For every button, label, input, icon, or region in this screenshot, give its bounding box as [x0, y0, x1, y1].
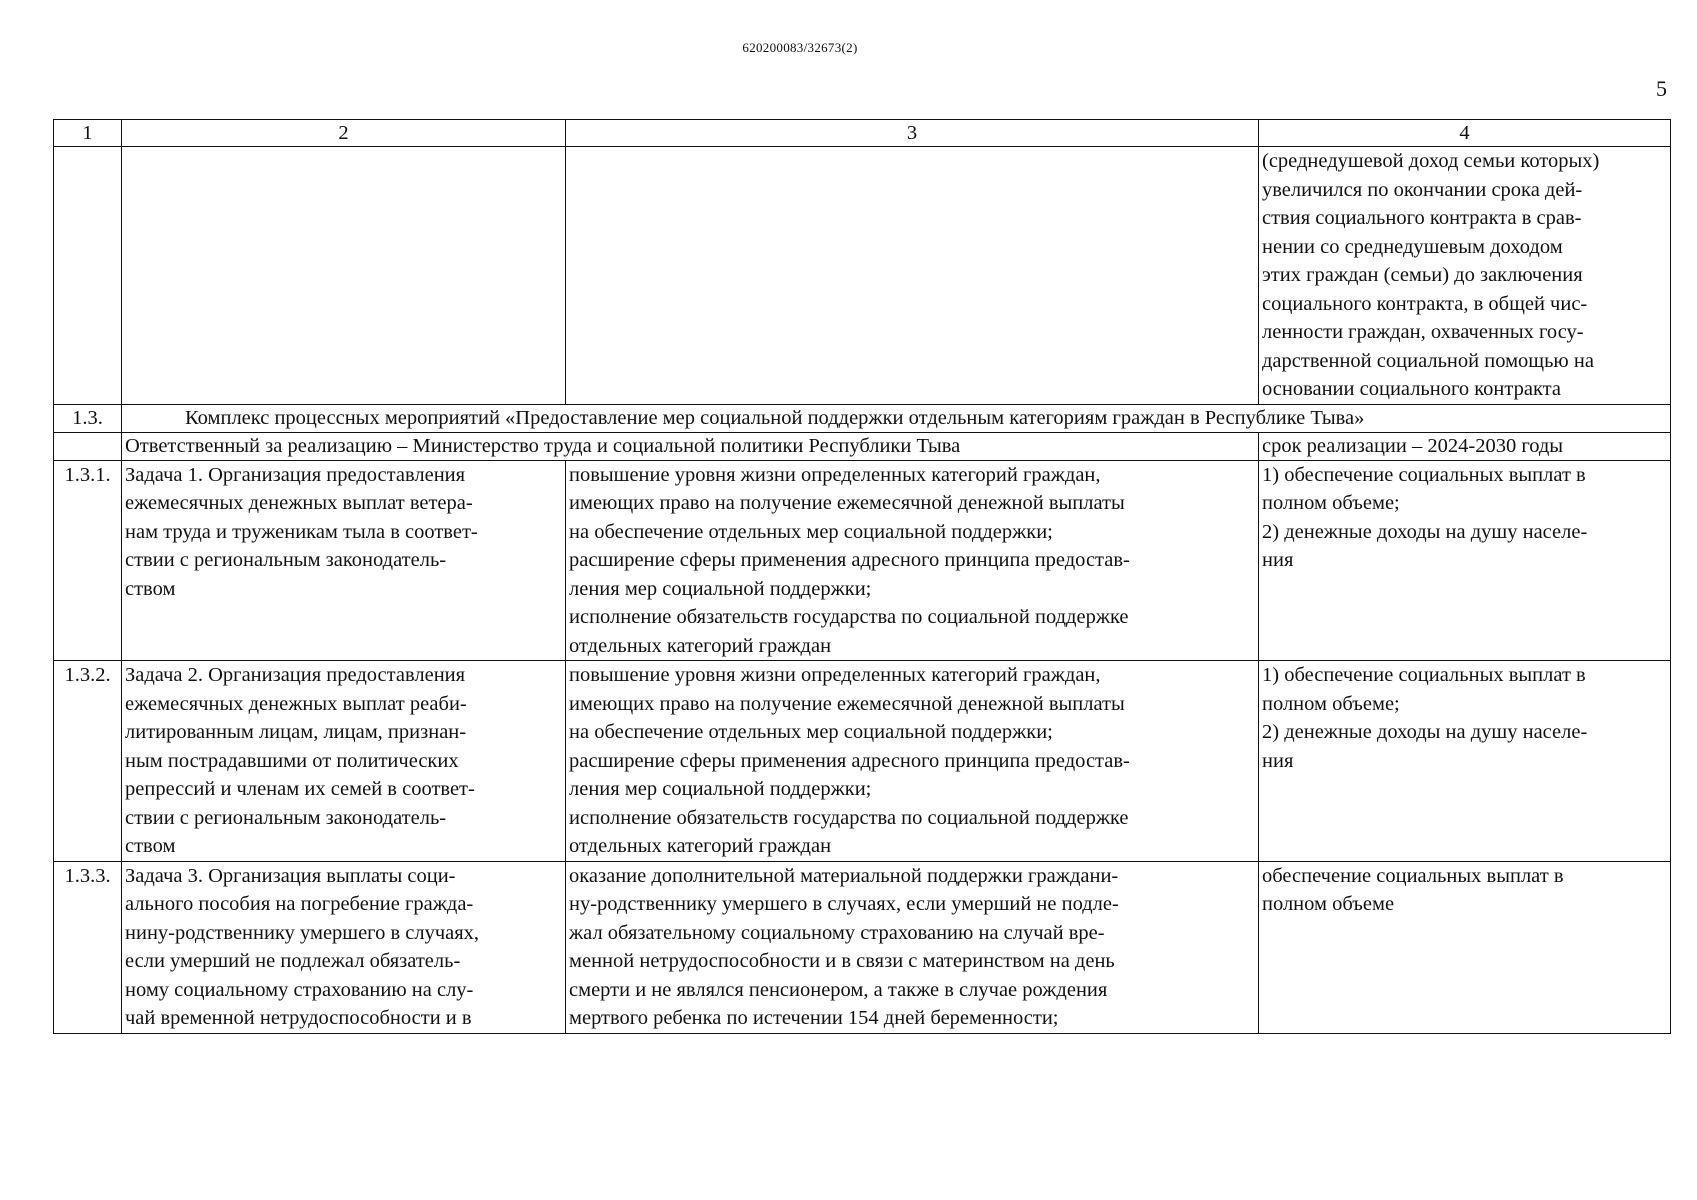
effects-cell	[566, 460, 1259, 661]
document-registration-number: 620200083/32673(2)	[742, 40, 858, 55]
text-line: ленности граждан, охваченных госу-	[1262, 321, 1584, 343]
text-line: нам труда и труженикам тыла в соответ-	[125, 520, 478, 543]
text-line: оказание дополнительной материальной поддержки граждани-	[569, 864, 1119, 887]
text-line: 2) денежные доходы на душу населе-	[1262, 721, 1588, 743]
section-number: 1.3.	[54, 404, 122, 432]
text-line: мертвого ребенка по истечении 154 дней беременности;	[569, 1007, 1059, 1029]
text-line: исполнение обязательств государства по социальной поддержке	[569, 606, 1129, 628]
responsible-row	[54, 432, 1671, 460]
continuation-number-cell	[54, 147, 122, 405]
text-line: увеличился по окончании срока дей-	[1262, 178, 1583, 201]
text-line: чай временной нетрудоспособности и в	[125, 1007, 472, 1029]
table-row	[54, 460, 1671, 661]
text-line: жал обязательному социальному страхованию на случай вре-	[569, 921, 1105, 944]
text-line: на обеспечение отдельных мер социальной поддержки;	[569, 721, 1053, 743]
text-line: ствия социального контракта в срав-	[1262, 207, 1582, 229]
text-line: (среднедушевой доход семьи которых)	[1262, 150, 1600, 172]
table-row	[54, 661, 1671, 862]
text-line: ным пострадавшими от политических	[125, 749, 459, 772]
text-line: ствии с региональным законодатель-	[125, 549, 447, 571]
text-line: ления мер социальной поддержки;	[569, 577, 872, 600]
indicators-cell	[1259, 661, 1671, 862]
page-number: 5	[1656, 76, 1667, 101]
text-line: 2) денежные доходы на душу населе-	[1262, 520, 1588, 543]
text-line: ления мер социальной поддержки;	[569, 778, 872, 800]
column-header-3: 3	[566, 120, 1259, 147]
text-line: 1) обеспечение социальных выплат в	[1262, 463, 1586, 486]
text-line: имеющих право на получение ежемесячной денежной выплаты	[569, 692, 1125, 715]
text-line: полном объеме	[1262, 893, 1395, 915]
text-line: этих граждан (семьи) до заключения	[1262, 264, 1583, 286]
text-line: имеющих право на получение ежемесячной денежной выплаты	[569, 492, 1125, 514]
text-line: литированным лицам, лицам, признан-	[125, 721, 467, 743]
effects-cell	[566, 861, 1259, 1033]
section-row	[54, 404, 1671, 432]
task-cell	[122, 661, 566, 862]
text-line: ному социальному страхованию на слу-	[125, 978, 474, 1001]
text-line: основании социального контракта	[1262, 378, 1561, 400]
column-header-4: 4	[1259, 120, 1671, 147]
text-line: на обеспечение отдельных мер социальной поддержки;	[569, 520, 1053, 543]
text-line: ежемесячных денежных выплат ветера-	[125, 492, 473, 514]
text-line: менной нетрудоспособности и в связи с материнством на день	[569, 950, 1115, 972]
task-cell	[122, 460, 566, 661]
text-line: полном объеме;	[1262, 492, 1400, 514]
text-line: расширение сферы применения адресного принципа предостав-	[569, 749, 1130, 772]
row-number: 1.3.3.	[54, 861, 122, 1033]
task-cell	[122, 861, 566, 1033]
text-line: ствии с региональным законодатель-	[125, 806, 447, 829]
text-line: дарственной социальной помощью на	[1262, 349, 1594, 372]
text-line: исполнение обязательств государства по социальной поддержке	[569, 806, 1129, 829]
text-line: повышение уровня жизни определенных категорий граждан,	[569, 664, 1101, 686]
text-line: нении со среднедушевым доходом	[1262, 235, 1563, 258]
text-line: ством	[125, 577, 176, 600]
text-line: нину-родственнику умершего в случаях,	[125, 921, 480, 944]
text-line: Задача 3. Организация выплаты соци-	[125, 864, 456, 887]
table-row	[54, 861, 1671, 1033]
row-number: 1.3.2.	[54, 661, 122, 862]
row-number: 1.3.1.	[54, 460, 122, 661]
text-line: ния	[1262, 549, 1294, 571]
effects-cell	[566, 661, 1259, 862]
text-line: ну-родственнику умершего в случаях, если умерший не подле-	[569, 893, 1119, 915]
text-line: повышение уровня жизни определенных категорий граждан,	[569, 463, 1101, 486]
text-line: отдельных категорий граждан	[569, 835, 832, 857]
text-line: расширение сферы применения адресного принципа предостав-	[569, 549, 1130, 571]
text-line: отдельных категорий граждан	[569, 634, 832, 657]
table-header-row	[54, 120, 1671, 147]
column-header-1: 1	[54, 120, 122, 147]
responsible-text: Ответственный за реализацию – Министерство труда и социальной политики Республики Тыва	[122, 432, 1259, 460]
text-line: ального пособия на погребение гражда-	[125, 893, 474, 915]
text-line: ежемесячных денежных выплат реаби-	[125, 692, 467, 715]
section-title: Комплекс процессных мероприятий «Предоставление мер социальной поддержки отдельным категориям граждан в Республике Тыва»	[185, 406, 1365, 429]
text-line: если умерший не подлежал обязатель-	[125, 950, 461, 972]
column-header-2: 2	[122, 120, 566, 147]
continuation-row	[54, 147, 1671, 405]
text-line: Задача 1. Организация предоставления	[125, 463, 466, 486]
continuation-effects-cell	[566, 147, 1259, 405]
text-line: смерти и не являлся пенсионером, а также в случае рождения	[569, 978, 1108, 1001]
text-line: репрессий и членам их семей в соответ-	[125, 778, 475, 800]
indicators-cell	[1259, 861, 1671, 1033]
section-title-cell	[122, 404, 1671, 432]
text-line: социального контракта, в общей чис-	[1262, 292, 1588, 315]
text-line: ством	[125, 835, 176, 857]
indicators-cell	[1259, 460, 1671, 661]
continuation-task-cell	[122, 147, 566, 405]
implementation-term: срок реализации – 2024-2030 годы	[1259, 432, 1671, 460]
continuation-indicators-cell	[1259, 147, 1671, 405]
text-line: 1) обеспечение социальных выплат в	[1262, 664, 1586, 686]
measures-table	[53, 119, 1671, 1034]
text-line: полном объеме;	[1262, 692, 1400, 715]
text-line: Задача 2. Организация предоставления	[125, 664, 466, 686]
responsible-number-cell	[54, 432, 122, 460]
text-line: ния	[1262, 749, 1294, 772]
text-line: обеспечение социальных выплат в	[1262, 864, 1564, 887]
